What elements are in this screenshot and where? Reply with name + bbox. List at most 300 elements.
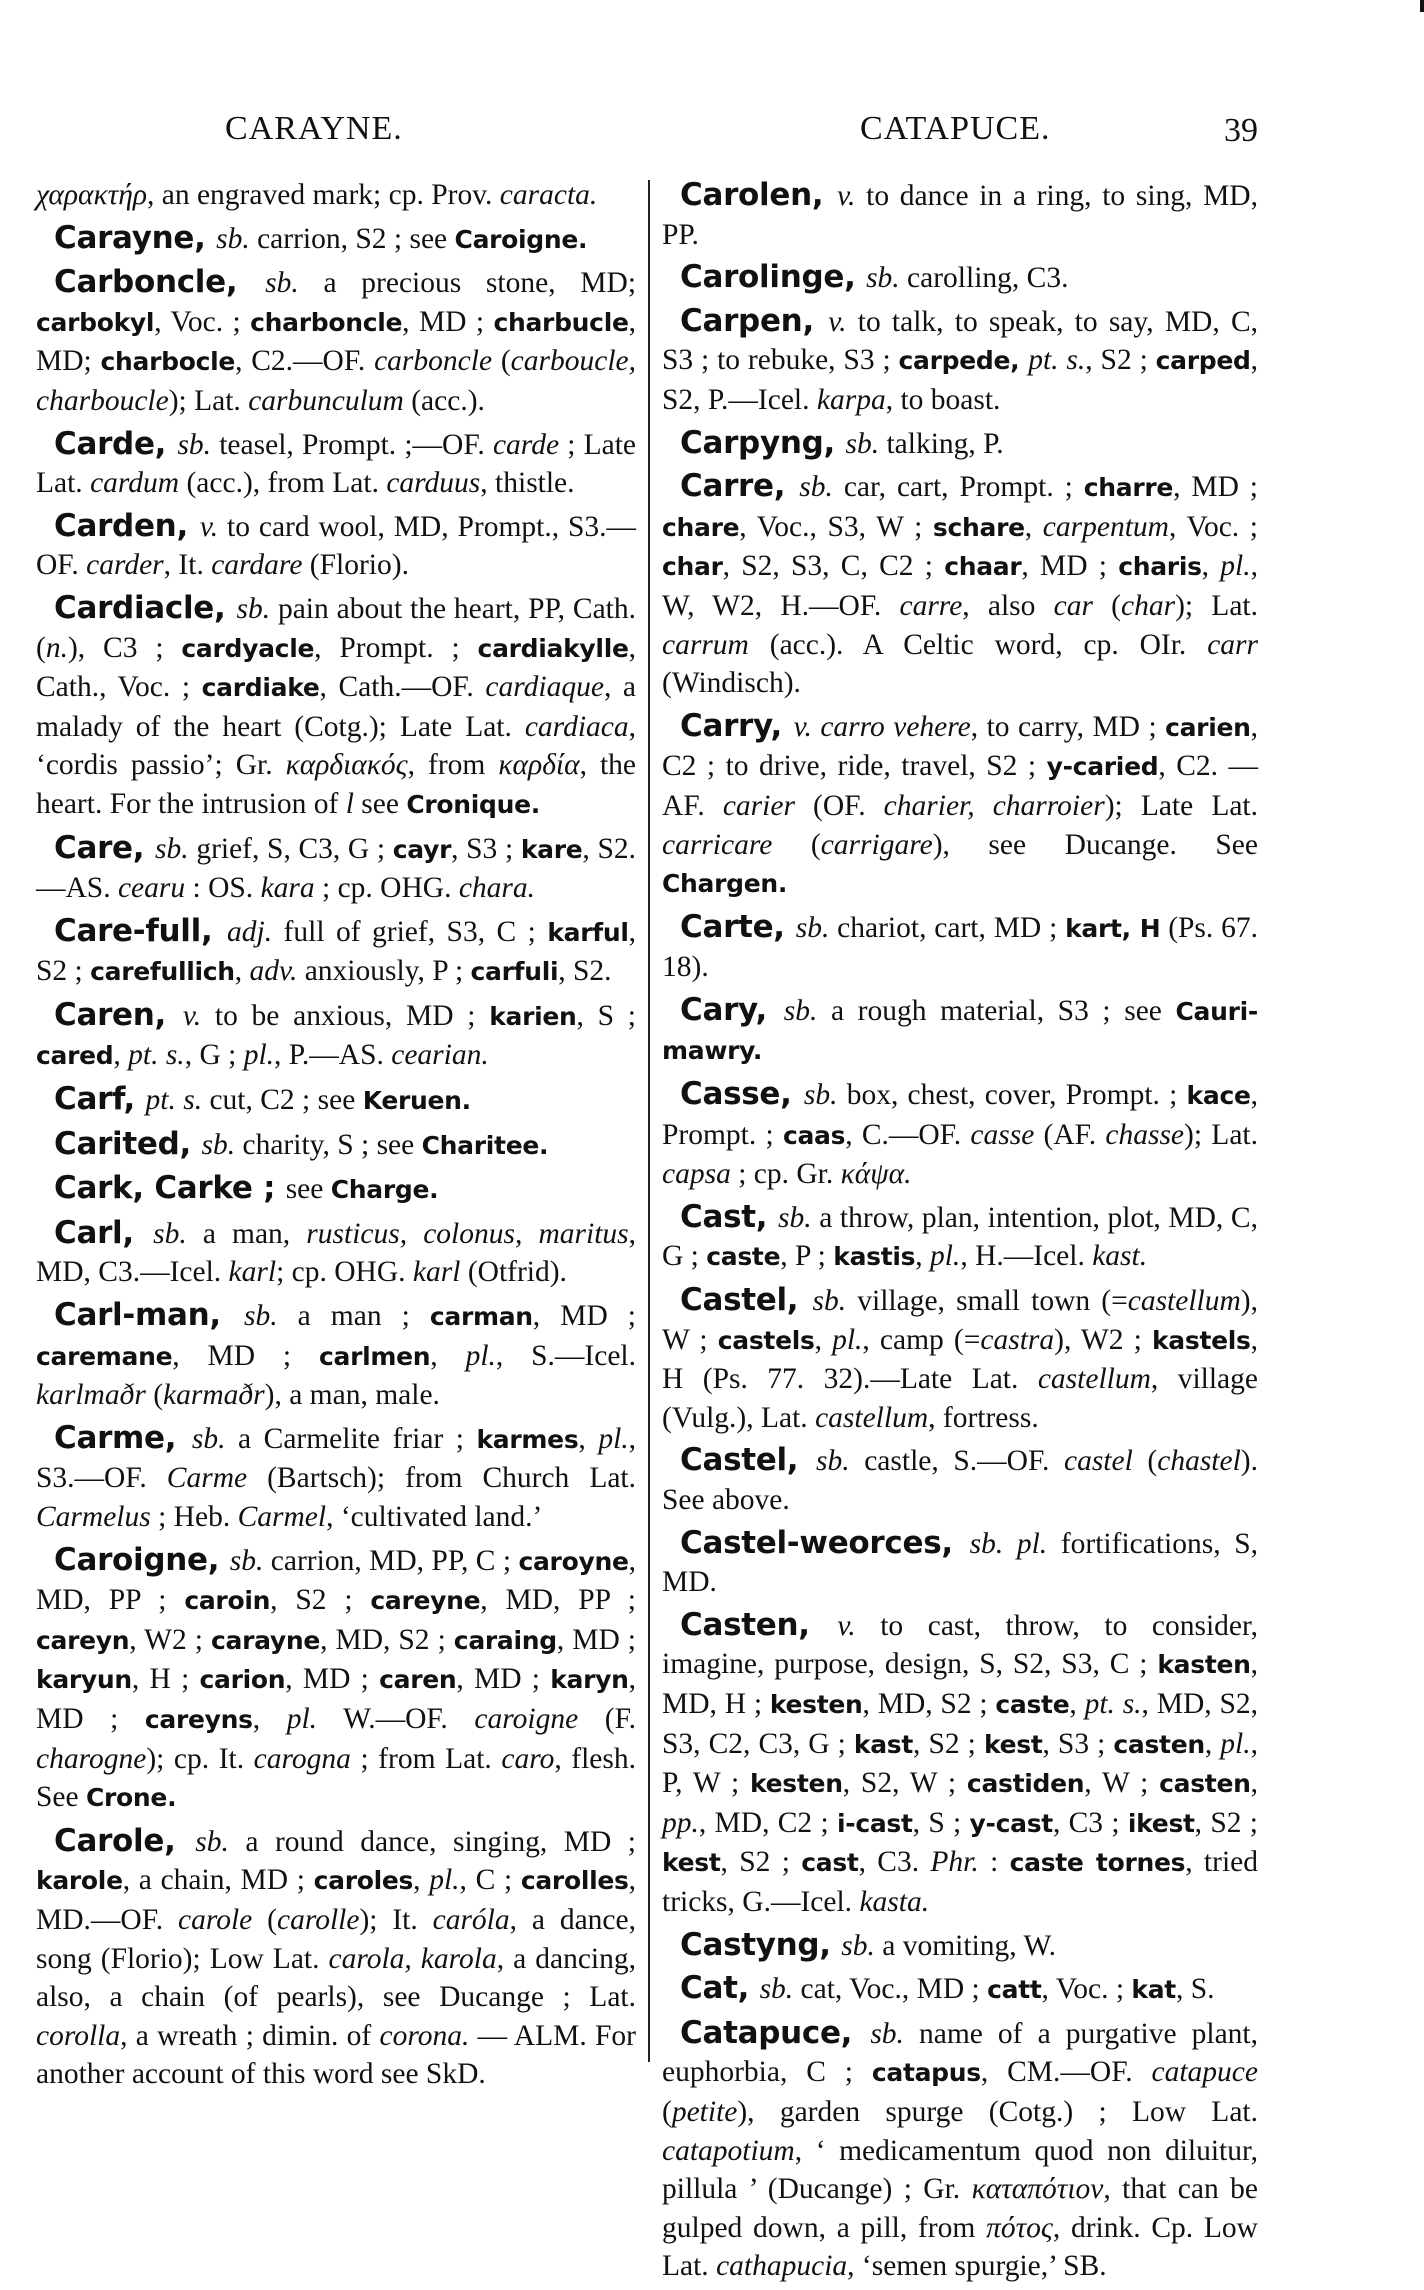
definition-text: , S2 ; (36, 915, 636, 988)
definition-text: , ‘cultivated land.’ (326, 1501, 543, 1533)
bold-form: caraing (453, 1625, 557, 1655)
definition-text: name of a purgative plant, euphorbia, C ; (662, 2017, 1259, 2089)
dictionary-entry (36, 829, 636, 908)
bold-form: kesten (750, 1769, 843, 1799)
definition-text: , S2.—AS. (36, 832, 636, 905)
definition-text: , S2 ; (913, 1727, 984, 1760)
definition-text: , to boast. (885, 383, 1001, 416)
dictionary-entry (36, 1296, 636, 1415)
headword: Castyng, (680, 1926, 842, 1963)
italic-text: cearian. (391, 1039, 489, 1072)
definition-text: ; cp. OHG. (276, 1256, 413, 1289)
definition-text: to be anxious, MD ; (201, 999, 490, 1032)
definition-text: grief, S, C3, G ; (188, 832, 393, 865)
bold-form: castiden (966, 1769, 1085, 1799)
dictionary-entry (36, 263, 636, 420)
definition-text: (Bartsch); from Church Lat. (247, 1462, 636, 1495)
definition-text: , H (Ps. 77. 32).—Late Lat. (662, 1323, 1258, 1396)
definition-text: , Voc. ; (1168, 510, 1258, 543)
italic-text: karpa (816, 383, 886, 416)
italic-text: sb. (243, 1300, 278, 1333)
dictionary-entry (36, 507, 636, 585)
bold-form: Charitee. (421, 1130, 549, 1160)
italic-text: l (345, 787, 354, 820)
headword: Carl-man, (54, 1297, 244, 1334)
bold-form: i-cast (836, 1808, 913, 1838)
definition-text: teasel, Prompt. ;—OF. (211, 428, 493, 461)
definition-text: , MD ; (456, 1663, 551, 1696)
headword: Carf, (54, 1081, 146, 1118)
definition-text: , a dance, song (Florio); Low Lat. (36, 1903, 636, 1975)
italic-text: pl. (1220, 550, 1251, 583)
definition-text: , village (Vulg.), Lat. (662, 1363, 1258, 1434)
headword: Carole, (54, 1822, 196, 1859)
italic-text: carboucle, charboucle (36, 345, 637, 417)
definition-text: ( (1092, 589, 1121, 622)
definition-text: , S3 ; (451, 832, 521, 865)
bold-form: chare (662, 512, 740, 542)
italic-text: carr (1207, 628, 1258, 661)
dictionary-entry (36, 1419, 636, 1537)
italic-text: v. (199, 510, 219, 543)
definition-text: , H ; (131, 1663, 200, 1696)
headword: Castel, (680, 1282, 813, 1319)
definition-text: to cast, throw, to consider, imagine, purpose, design, S, S2, S3, C ; (662, 1609, 1259, 1681)
bold-form: carefullich (90, 957, 235, 987)
headword: Carited, (54, 1125, 202, 1162)
italic-text: petite (671, 2095, 738, 2128)
definition-text: , S2 ; (720, 1846, 802, 1879)
italic-text: chasse (1105, 1118, 1185, 1151)
italic-text: sb. (777, 1201, 812, 1234)
definition-text: , MD, H ; (662, 1648, 1258, 1720)
definition-text: , thistle. (480, 467, 575, 500)
scan-mark (1420, 0, 1424, 12)
italic-text: pl. (1220, 1727, 1251, 1760)
definition-text: box, chest, cover, Prompt. ; (837, 1079, 1187, 1112)
italic-text: caróla (432, 1903, 510, 1936)
bold-form: catapus (871, 2058, 981, 2088)
headword: Carre, (680, 468, 800, 505)
italic-text: χαρακτήρ (36, 179, 147, 211)
definition-text: , MD.—OF. (36, 1864, 636, 1936)
definition-text: ). See above. (662, 1445, 1258, 1516)
definition-text: , a chain, MD ; (122, 1864, 314, 1897)
definition-text: ), a man, male. (264, 1379, 440, 1412)
bold-form: Chargen. (662, 869, 788, 899)
italic-text: sb. (799, 471, 833, 504)
bold-form: karien (489, 1001, 577, 1031)
definition-text: , (430, 1339, 466, 1372)
headword: Casse, (680, 1076, 804, 1113)
bold-form: catt (987, 1975, 1042, 2005)
headword: Cat, (680, 1970, 760, 2007)
definition-text: (F. (578, 1702, 636, 1735)
italic-text: car (1053, 589, 1093, 622)
definition-text: , C3 ; (1052, 1806, 1128, 1839)
definition-text: , S3.—OF. (36, 1422, 637, 1495)
italic-text: catapotium (662, 2134, 795, 2167)
definition-text: , MD ; (285, 1663, 380, 1696)
definition-text: , MD, S2, S3, C2, C3, G ; (662, 1687, 1258, 1760)
bold-form: casten (1159, 1769, 1251, 1799)
italic-text: sb. pl. (969, 1527, 1048, 1560)
italic-text: carier (722, 789, 795, 822)
definition-text: , (814, 1323, 833, 1356)
italic-text: sb. (795, 911, 830, 944)
dictionary-entry (662, 1198, 1258, 1277)
definition-text: , (1250, 1767, 1258, 1800)
italic-text: kara (260, 872, 315, 905)
definition-text: , C2 ; to drive, ride, travel, S2 ; (662, 710, 1259, 783)
dictionary-entry (662, 302, 1258, 420)
definition-text: , Prompt. ; (314, 631, 478, 664)
dictionary-entry (662, 2014, 1258, 2286)
italic-text: pl. (465, 1339, 496, 1372)
definition-text: , the heart. For the intrusion of (36, 749, 637, 820)
dictionary-entry (662, 1969, 1258, 2010)
italic-text: καρδία (498, 749, 580, 782)
definition-text: , drink. Cp. Low Lat. (662, 2211, 1258, 2283)
bold-form: karful (547, 917, 629, 947)
definition-text: (Ps. 67. 18). (662, 911, 1258, 984)
definition-text: a Carmelite friar ; (225, 1422, 477, 1455)
italic-text: cardiaca (524, 710, 629, 743)
definition-text: , S.—Icel. (495, 1339, 637, 1372)
running-head-left: CARAYNE. (225, 110, 403, 147)
bold-form: schare (932, 512, 1025, 542)
bold-form: carpede, (898, 346, 1029, 376)
definition-text: , ‘cordis passio’; Gr. (36, 710, 636, 782)
definition-text: , G ; (184, 1039, 244, 1072)
definition-text: (Otfrid). (460, 1256, 567, 1289)
italic-text: catapuce (1151, 2056, 1258, 2089)
bold-form: Charge. (330, 1175, 439, 1205)
definition-text: , W ; (1084, 1767, 1160, 1800)
italic-text: kasta. (859, 1885, 930, 1918)
definition-text: (acc.), from Lat. (179, 467, 387, 500)
dictionary-entry (36, 219, 636, 260)
bold-form: charboncle (250, 307, 403, 337)
entry-continuation (36, 176, 636, 215)
italic-text: v. (182, 999, 202, 1032)
italic-text: charier, charroier (883, 789, 1105, 822)
definition-text: (Florio). (302, 549, 409, 582)
definition-text: , S3 ; (1042, 1727, 1114, 1760)
definition-text: ); Lat. (1175, 589, 1258, 622)
headword: Carolen, (680, 177, 838, 213)
italic-text: sb. (265, 267, 299, 300)
italic-text: pl. (598, 1422, 629, 1455)
bold-form: careyne (370, 1586, 481, 1616)
headword: Care, (54, 829, 156, 866)
italic-text: pt. s. (128, 1039, 185, 1072)
italic-text: adv. (249, 955, 298, 988)
bold-form: kastels (1151, 1325, 1251, 1355)
italic-text: Carme (166, 1462, 248, 1495)
italic-text: v. carro vehere (793, 710, 971, 743)
definition-text: , C2. — AF. (662, 750, 1258, 822)
definition-text: , Voc., S3, W ; (739, 510, 933, 543)
italic-text: sb. (195, 1825, 229, 1858)
definition-text: see (285, 1173, 331, 1206)
bold-form: kesten (769, 1689, 863, 1719)
bold-form: karole (36, 1866, 123, 1896)
bold-form: carien (1165, 712, 1251, 742)
italic-text: corolla (36, 2019, 121, 2052)
italic-text: sb. (216, 222, 250, 255)
definition-text: , S. (1175, 1973, 1215, 2006)
italic-text: πότος (986, 2211, 1053, 2244)
bold-form: carolles (520, 1866, 629, 1896)
definition-text: , W, W2, H.—OF. (662, 550, 1258, 622)
bold-form: careyns (144, 1704, 253, 1734)
definition-text: , (1204, 1727, 1221, 1760)
bold-form: caroyne (518, 1546, 629, 1576)
definition-text: to dance in a ring, to sing, MD, PP. (662, 180, 1258, 251)
definition-text: , (915, 1240, 930, 1273)
definition-text: , Voc. ; (154, 305, 251, 338)
definition-text: , also (962, 589, 1054, 622)
definition-text: ); Lat. (168, 384, 249, 417)
dictionary-entry (662, 1441, 1258, 1519)
italic-text: castra (980, 1323, 1055, 1356)
definition-text: — ALM. For another account of this word see SkD. (36, 2019, 636, 2091)
definition-text: , a wreath ; dimin. of (120, 2019, 380, 2052)
definition-text: carrion, S2 ; see (249, 222, 455, 255)
italic-text: carre (899, 589, 963, 622)
definition-text: (Windisch). (662, 667, 801, 700)
dictionary-entry (36, 1125, 636, 1166)
italic-text: cardiaque (485, 671, 604, 704)
italic-text: pt. s. (1084, 1687, 1142, 1720)
bold-form: carayne (210, 1625, 321, 1655)
definition-text: a man ; (277, 1300, 430, 1333)
definition-text: , MD ; (36, 1663, 637, 1735)
bold-form: casten (1113, 1729, 1205, 1759)
bold-form: kare (520, 834, 583, 864)
definition-text: ( (772, 828, 821, 861)
italic-text: sb. (803, 1079, 838, 1112)
bold-form: cayr (392, 834, 452, 864)
definition-text: , S2 ; (1085, 344, 1156, 377)
dictionary-entry (662, 1075, 1258, 1194)
definition-text: ; Heb. (150, 1501, 238, 1533)
italic-text: char (1121, 589, 1176, 622)
dictionary-entry (36, 1080, 636, 1121)
definition-text: , MD, S2 ; (862, 1687, 996, 1720)
definition-text: , Voc. ; (1041, 1973, 1132, 2006)
italic-text: sb. (816, 1445, 850, 1478)
italic-text: cardare (211, 549, 303, 582)
dictionary-entry (36, 1214, 636, 1292)
headword: Caren, (54, 996, 183, 1033)
bold-form: Keruen. (362, 1086, 471, 1116)
bold-form: kace (1186, 1081, 1251, 1111)
italic-text: v. (837, 180, 856, 212)
definition-text: full of grief, S3, C ; (272, 915, 548, 948)
italic-text: caracta. (499, 179, 598, 211)
definition-text: ; cp. OHG. (314, 872, 459, 905)
italic-text: sb. (759, 1973, 794, 2006)
definition-text: , ‘semen spurgie,’ SB. (847, 2250, 1107, 2283)
definition-text: , C.—OF. (845, 1118, 971, 1151)
definition-text: ); It. (359, 1903, 433, 1936)
definition-text: , from (407, 749, 499, 782)
italic-text: castel (1063, 1445, 1133, 1478)
bold-form: charbucle (493, 307, 629, 337)
dictionary-entry (36, 589, 636, 825)
definition-text: , CM.—OF. (980, 2056, 1152, 2089)
italic-text: sb. (177, 428, 212, 461)
italic-text: sb. (191, 1422, 226, 1455)
italic-text: caro (501, 1742, 555, 1775)
bold-form: Crone. (85, 1783, 177, 1813)
italic-text: chara. (458, 872, 536, 905)
bold-form: karmes (476, 1424, 579, 1454)
definition-text: , H.—Icel. (960, 1240, 1093, 1273)
bold-form: char (662, 552, 723, 582)
definition-text: , flesh. See (36, 1742, 636, 1814)
definition-text: , Cath., Voc. ; (36, 631, 636, 704)
italic-text: carrum (662, 628, 749, 661)
headword: Carayne, (54, 219, 217, 256)
headword: Carde, (54, 425, 178, 462)
italic-text: pl. (832, 1323, 863, 1356)
italic-text: n. (45, 631, 68, 664)
definition-text: , fortress. (928, 1401, 1039, 1434)
italic-text: v. (828, 305, 847, 338)
italic-text: pt. s. (145, 1084, 203, 1117)
definition-text: : OS. (185, 872, 261, 905)
definition-text: carolling, C3. (899, 262, 1069, 295)
dictionary-entry (662, 1524, 1258, 1602)
headword: Carpyng, (680, 424, 846, 461)
dictionary-entry (36, 1169, 636, 1210)
bold-form: charbocle (100, 347, 236, 377)
italic-text: sb. (155, 832, 189, 865)
definition-text: , S2 ; (1194, 1806, 1258, 1839)
bold-form: charre (1083, 473, 1174, 503)
bold-form: caren (379, 1665, 457, 1695)
definition-text: (acc.). (403, 384, 485, 417)
definition-text: , MD ; (1173, 471, 1259, 504)
headword: Carden, (54, 507, 200, 544)
definition-text: , S2, S3, C, C2 ; (722, 550, 945, 583)
italic-text: cardum (90, 467, 180, 500)
bold-form: Caroigne. (454, 224, 588, 254)
italic-text: rusticus, colonus, maritus (306, 1217, 629, 1250)
bold-form: cared (36, 1041, 114, 1071)
page-number: 39 (1224, 112, 1258, 149)
definition-text: ); Lat. (1184, 1118, 1258, 1151)
definition-text: , (413, 1864, 430, 1897)
definition-text: , MD ; (556, 1623, 637, 1656)
bold-form: kart, H (1065, 913, 1161, 943)
left-column (36, 176, 636, 2098)
definition-text: ( (662, 2095, 672, 2128)
dictionary-entry (36, 1822, 636, 2094)
definition-text: , (252, 1702, 287, 1735)
definition-text: , an engraved mark; cp. Prov. (147, 179, 500, 211)
definition-text: , MD, C2 ; (698, 1806, 837, 1839)
dictionary-entry (36, 1541, 636, 1818)
definition-text: W.—OF. (317, 1702, 475, 1735)
italic-text: sb. (201, 1128, 236, 1161)
headword: Carboncle, (54, 264, 266, 301)
italic-text: pp. (662, 1806, 699, 1839)
bold-form: y-cast (969, 1808, 1053, 1838)
italic-text: carogna (253, 1742, 351, 1775)
definition-text: , MD, PP ; (480, 1584, 637, 1617)
headword: Carme, (54, 1419, 192, 1456)
italic-text: sb. (153, 1217, 187, 1250)
italic-text: sb. (845, 427, 880, 460)
bold-form: carbokyl (36, 307, 155, 337)
bold-form: kest (983, 1729, 1043, 1759)
italic-text: castellum (1127, 1285, 1241, 1318)
bold-form: carion (199, 1665, 286, 1695)
bold-form: kat (1131, 1975, 1176, 2005)
definition-text: , a malady of the heart (Cotg.); Late Lat. (36, 671, 636, 743)
bold-form: careyn (36, 1625, 130, 1655)
italic-text: Carmel (237, 1501, 327, 1533)
definition-text: fortifications, S, MD. (662, 1527, 1259, 1599)
italic-text: capsa (662, 1158, 731, 1191)
bold-form: karyn (550, 1665, 629, 1695)
definition-text: carrion, MD, PP, C ; (263, 1544, 519, 1577)
definition-text: , (234, 955, 250, 988)
definition-text: (OF. (794, 789, 884, 822)
bold-form: caas (782, 1120, 846, 1150)
italic-text: carola, karola (328, 1942, 497, 1975)
definition-text: ), C3 ; (67, 631, 182, 664)
headword: Carte, (680, 908, 796, 945)
italic-text: castellum (815, 1401, 929, 1434)
dictionary-entry (662, 258, 1258, 298)
bold-form: Cronique. (406, 789, 540, 819)
definition-text: , camp (= (862, 1323, 981, 1356)
definition-text: see (353, 787, 407, 820)
definition-text: cut, C2 ; see (202, 1084, 363, 1117)
definition-text: , It. (163, 549, 212, 582)
definition-text: a man, (186, 1217, 307, 1250)
italic-text: carrigare (820, 828, 933, 861)
dictionary-entry (662, 707, 1258, 904)
italic-text: carduus (386, 467, 481, 500)
bold-form: ikest (1127, 1808, 1195, 1838)
definition-text: , MD ; (1021, 550, 1119, 583)
italic-text: carder (86, 549, 164, 582)
bold-form: caroin (184, 1586, 271, 1616)
bold-form: karyun (36, 1665, 132, 1695)
bold-form: cardyacle (181, 633, 315, 663)
bold-form: cardiakylle (477, 633, 629, 663)
right-column (662, 176, 1258, 2290)
definition-text: a precious stone, MD; (298, 267, 637, 300)
bold-form: caste (995, 1689, 1070, 1719)
italic-text: adj. (227, 915, 273, 948)
definition-text: , C2.—OF. (235, 345, 375, 378)
definition-text: , S ; (576, 999, 636, 1032)
definition-text: , C ; (459, 1864, 521, 1897)
italic-text: pl. (286, 1702, 318, 1735)
definition-text: to talk, to speak, to say, MD, C, S3 ; to rebuke, S3 ; (662, 305, 1259, 377)
italic-text: karl (412, 1256, 461, 1289)
italic-text: kast. (1092, 1240, 1148, 1273)
italic-text: karl (228, 1256, 277, 1289)
italic-text: sb. (236, 592, 271, 625)
